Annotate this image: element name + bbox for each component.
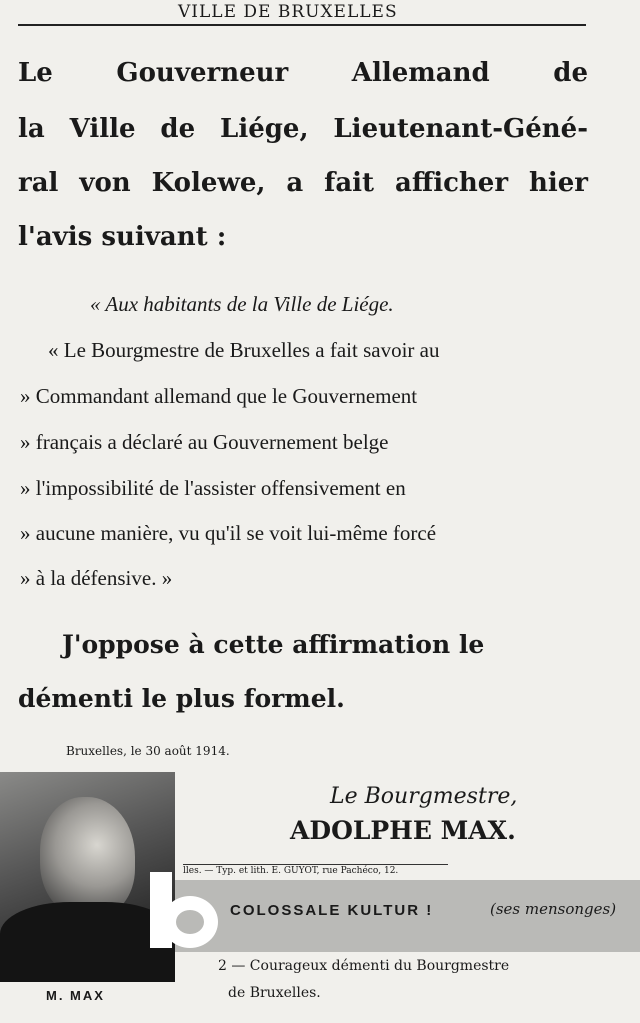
quote-line: « Le Bourgmestre de Bruxelles a fait savoir au <box>48 338 440 362</box>
intro-line: Le Gouverneur Allemand de <box>18 58 588 88</box>
portrait-coat <box>0 902 175 982</box>
caption-item-2: 2 — Courageux démenti du Bourgmestre <box>218 958 510 974</box>
quote-line: » aucune manière, vu qu'il se voit lui-même forcé <box>20 521 437 545</box>
printer-line: lles. — Typ. et lith. E. GUYOT, rue Pachéco, 12. <box>183 866 399 876</box>
caption-item-2-cont: de Bruxelles. <box>228 985 321 1001</box>
date: Bruxelles, le 30 août 1914. <box>66 744 230 758</box>
quote-line: » français a déclaré au Gouvernement belge <box>20 430 389 454</box>
intro-line: la Ville de Liége, Lieutenant-Géné- <box>18 114 588 144</box>
intro-line: l'avis suivant : <box>18 222 227 252</box>
caption-item-1-note: (ses mensonges) <box>490 900 617 918</box>
signature-name: ADOLPHE MAX. <box>290 816 516 845</box>
photo-caption: M. MAX <box>46 988 105 1003</box>
quote-address: « Aux habitants de la Ville de Liége. <box>90 292 394 316</box>
header-title: VILLE DE BRUXELLES <box>178 2 398 22</box>
caption-item-1: COLOSSALE KULTUR ! <box>230 902 434 919</box>
response-line: démenti le plus formel. <box>18 684 345 713</box>
portrait-face <box>40 797 135 917</box>
response-line: J'oppose à cette affirmation le <box>62 630 485 659</box>
intro-line: ral von Kolewe, a fait afficher hier <box>18 168 588 198</box>
printer-rule <box>183 864 448 865</box>
quote-line: » à la défensive. » <box>20 566 173 590</box>
quote-line: » l'impossibilité de l'assister offensivement en <box>20 476 406 500</box>
header-rule <box>18 24 586 26</box>
signature-title: Le Bourgmestre, <box>330 784 518 809</box>
quote-line: » Commandant allemand que le Gouvernement <box>20 384 418 408</box>
portrait-photo <box>0 772 175 982</box>
watermark-logo-bowl <box>162 896 218 948</box>
watermark-logo <box>150 872 222 948</box>
